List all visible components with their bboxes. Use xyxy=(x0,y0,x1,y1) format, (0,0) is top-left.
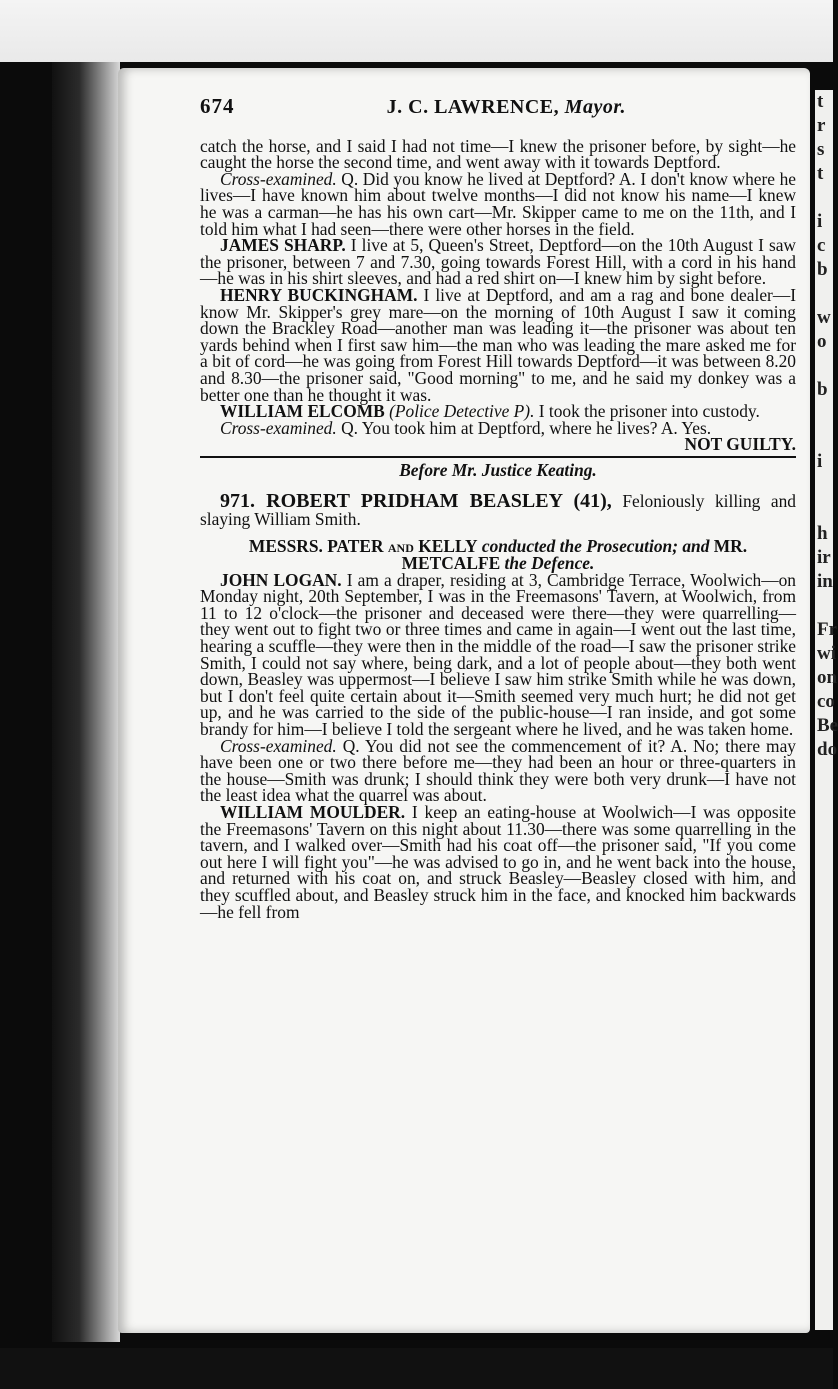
paragraph-1: catch the horse, and I said I had not time—I knew the prisoner before, by sight—he caught the horse the second time, and went away with it towards Deptford. xyxy=(200,135,796,173)
defence-counsel: MR. METCALFE xyxy=(401,536,748,574)
paragraph-2-text: Q. Did you know he lived at Deptford? A. I don't know where he lives—I have known him about twelve months—I did not know his name—I knew he was a carman—he has his own cart—Mr. Skipper came to me on the 11th, and I told him what I had seen—there were other horses in the field. xyxy=(200,168,796,239)
top-margin xyxy=(0,0,833,62)
witness-name: JOHN LOGAN. xyxy=(220,569,342,590)
paragraph-8-text: Q. You did not see the commencement of it? A. No; there may have been one or two there before me—they had been an hour or three-quarters in the house—Smith was drunk; I should think they were both very drunk—I have not the least idea what the quarrel was about. xyxy=(200,735,796,806)
facing-page-letter: h xyxy=(817,523,828,544)
running-head xyxy=(386,96,626,118)
facing-page-letter xyxy=(817,354,833,378)
judge-heading: Before Mr. Justice Keating. xyxy=(399,459,597,480)
facing-page-letter: t xyxy=(817,91,824,112)
paragraph-9-text: I keep an eating-house at Woolwich—I was opposite the Freemasons' Tavern on this night about 11.30—there was some quarrelling in the tavern, and I walked over—Smith had his coat off—the prisoner said, "If you come out here I will fight you"—he was advised to go in, and he went back into the house, and returned with his coat on, and struck Beasley—Beasley closed with him, and they scuffled about, and Beasley struck him in the face, and knocked him backwards—he fell from xyxy=(200,801,796,922)
witness-name: WILLIAM MOULDER. xyxy=(220,801,406,822)
facing-page-letter: do xyxy=(817,739,838,760)
witness-name: HENRY BUCKINGHAM. xyxy=(220,284,418,305)
facing-page-letter: Fr xyxy=(817,619,838,640)
facing-page-letter: b xyxy=(817,259,828,280)
facing-page-letter: b xyxy=(817,379,828,400)
facing-page-letter: i xyxy=(817,451,823,472)
facing-page-letter: o xyxy=(817,331,827,352)
paragraph-4 xyxy=(200,284,797,405)
facing-page-letter xyxy=(817,402,833,426)
facing-page-edge xyxy=(815,90,838,1330)
facing-page-letter: wi xyxy=(817,643,836,664)
facing-page-letter: i xyxy=(817,211,823,232)
running-header xyxy=(200,94,796,118)
paragraph-3 xyxy=(200,237,796,287)
section-rule xyxy=(200,456,796,458)
paragraph-3-text: I live at 5, Queen's Street, Deptford—on the 10th August I saw the prisoner, between 7 and 7.30, going towards Forest Hill, with a cord in his hand—he was in his shirt sleeves, and had a red shirt on—I knew him by sight before. xyxy=(200,235,796,289)
paragraph-5-text: I took the prisoner into custody. xyxy=(534,401,760,422)
facing-page-letter: r xyxy=(817,115,826,136)
facing-page-letter xyxy=(817,474,833,498)
facing-page-letter: w xyxy=(817,307,831,328)
counsel-line xyxy=(200,536,796,574)
paragraph-7-text: I am a draper, residing at 3, Cambridge Terrace, Woolwich—on Monday night, 20th September, I was in the Freemasons' Tavern, at Woolwich, from 11 to 12 o'clock—the prisoner and deceased were there—they were quarrelling—they went out to fight two or three times and came in again—I went out the last time, hearing a scuffle—they were then in the middle of the road—I saw the prisoner strike Smith, I could not say where, being dark, and a lot of people about—they both went down, Beasley was uppermost—I believe I saw him strike Smith while he was down, but I don't feel quite certain about it—Smith seemed very much hurt; he did not get up, and he was carried to the side of the public-house—I ran inside, and got some brandy for him—I believe I told the sergeant where he lived, and he was taken home. xyxy=(200,569,796,739)
facing-page-letter: in xyxy=(817,571,833,592)
paragraph-7 xyxy=(200,569,796,739)
paragraph-2 xyxy=(200,168,796,239)
running-head-title: Mayor. xyxy=(564,96,626,118)
facing-page-letter: t xyxy=(817,163,824,184)
defence-text: the Defence. xyxy=(500,553,595,574)
paragraph-6-text: Q. You took him at Deptford, where he lives? A. Yes. xyxy=(336,417,712,438)
facing-page-letter xyxy=(817,594,833,618)
facing-page-letter: s xyxy=(817,139,825,160)
facing-page-letter xyxy=(817,186,833,210)
facing-page-letter: on xyxy=(817,667,838,688)
page-number: 674 xyxy=(200,94,235,118)
facing-page-letter: Be xyxy=(817,715,838,736)
bottom-margin xyxy=(0,1348,833,1389)
page-text xyxy=(200,94,797,922)
paragraph-9 xyxy=(200,801,796,922)
witness-name: JAMES SHARP. xyxy=(220,235,346,256)
facing-page-letter: co xyxy=(817,691,835,712)
book-binding xyxy=(52,62,120,1342)
paragraph-8 xyxy=(200,735,796,806)
facing-page-letter xyxy=(817,426,833,450)
paragraph-4-text: I live at Deptford, and am a rag and bone dealer—I know Mr. Skipper's grey mare—on the morning of 10th August I saw it coming down the Brackley Road—another man was leading it—the prisoner was about ten yards behind when I first saw him—the man who was leading the mare asked me for a bit of cord—he was going from Forest Hill towards Deptford—it was between 8.20 and 8.30—the prisoner said, "Good morning" to me, and he said my donkey was a better one than he thought it was. xyxy=(200,284,797,405)
case-number-name: 971. ROBERT PRIDHAM BEASLEY (41), xyxy=(220,490,612,513)
witness-name: WILLIAM ELCOMB xyxy=(220,401,385,422)
cross-examined-label: Cross-examined. xyxy=(220,735,337,756)
running-head-name: J. C. LAWRENCE, xyxy=(386,96,560,118)
witness-role: (Police Detective P). xyxy=(384,401,535,422)
facing-page-letter xyxy=(817,282,833,306)
counsel-text: conducted the Prosecution; and xyxy=(477,536,714,557)
cross-examined-label: Cross-examined. xyxy=(220,417,337,438)
case-charge: Feloniously killing and slaying William Smith. xyxy=(200,491,797,530)
case-heading xyxy=(200,492,796,528)
cross-examined-label: Cross-examined. xyxy=(220,168,337,189)
prosecution-counsel: MESSRS. PATER and KELLY xyxy=(248,536,478,557)
facing-page-letter: c xyxy=(817,235,826,256)
facing-page-letter: ir xyxy=(817,547,831,568)
verdict: NOT GUILTY. xyxy=(684,434,796,455)
facing-page-letter xyxy=(817,498,833,522)
